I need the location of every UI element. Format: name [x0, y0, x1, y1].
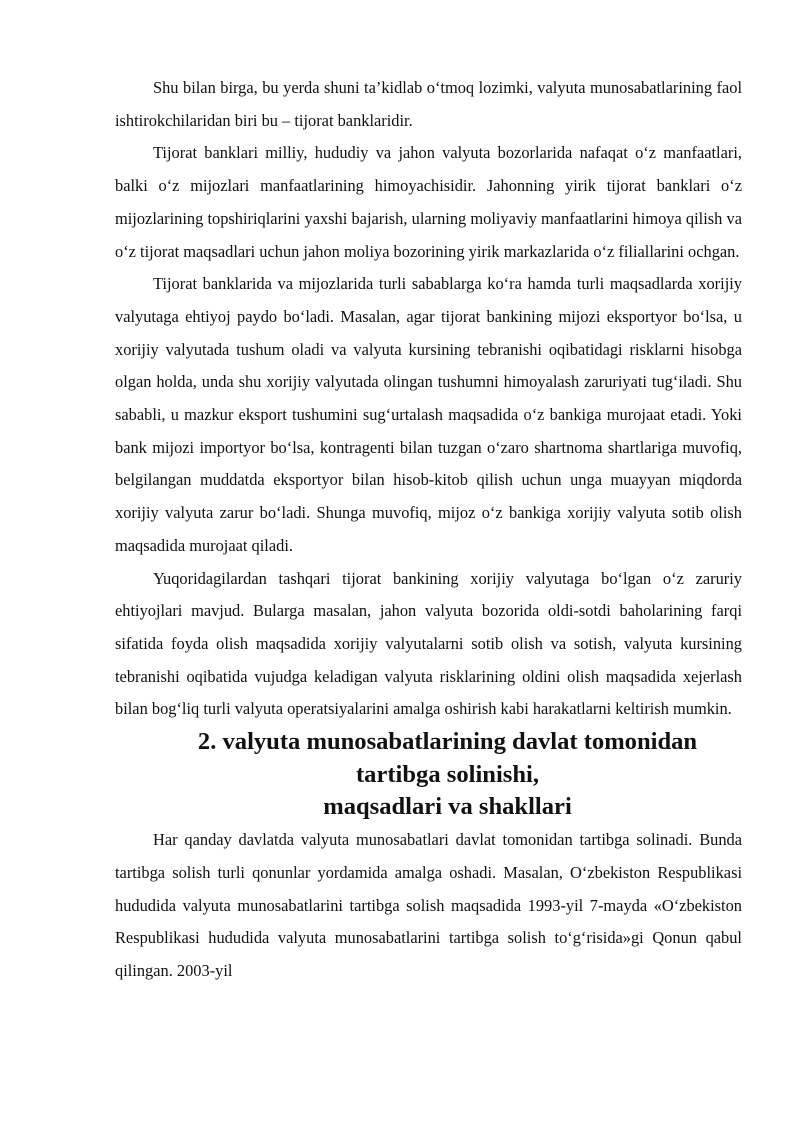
paragraph-banks-interests: Tijorat banklari milliy, hududiy va jahon valyuta bozorlarida nafaqat o‘z manfaatlari, balki o‘z mijozlari manfaatlarining himoyachisidir. Jahonning yirik tijorat banklari o‘z mijozlarining topshiriqlarini yaxshi bajarish, ularning moliyaviy manfaatlarini himoya qilish va o‘z tijorat maqsadlari uchun jahon moliya bozorining yirik markazlarida o‘z filiallarini ochgan. — [115, 143, 742, 261]
document-page — [115, 72, 742, 988]
paragraph-state-regulation: Har qanday davlatda valyuta munosabatlari davlat tomonidan tartibga solinadi. Bunda tartibga solish turli qonunlar yordamida amalga oshadi. Masalan, O‘zbekiston Respublikasi hududida valyuta munosabatlarini tartibga solish maqsadida 1993-yil 7-mayda «O‘zbekiston Respublikasi hududida valyuta munosabatlarini tartibga solish to‘g‘risida»gi Qonun qabul qilingan. 2003-yil — [115, 830, 742, 980]
paragraph-currency-needs: Tijorat banklarida va mijozlarida turli sabablarga ko‘ra hamda turli maqsadlarda xorijiy valyutaga ehtiyoj paydo bo‘ladi. Masalan, agar tijorat bankining mijozi eksportyor bo‘lsa, u xorijiy valyutada tushum oladi va valyuta kursining tebranishi oqibatidagi risklarni hisobga olgan holda, unda shu xorijiy valyutada olingan tushumni himoyalash zaruriyati tug‘iladi. Shu sababli, u mazkur eksport tushumini sug‘urtalash maqsadida o‘z bankiga murojaat etadi. Yoki bank mijozi importyor bo‘lsa, kontragenti bilan tuzgan o‘zaro shartnoma shartlariga muvofiq, belgilangan muddatda eksportyor bilan hisob-kitob qilish uchun unga muayyan miqdorda xorijiy valyuta zarur bo‘ladi. Shunga muvofiq, mijoz o‘z bankiga xorijiy valyuta sotib olish maqsadida murojaat qiladi. — [115, 274, 742, 555]
paragraph-bank-own-needs: Yuqoridagilardan tashqari tijorat bankining xorijiy valyutaga bo‘lgan o‘z zaruriy ehtiyojlari mavjud. Bularga masalan, jahon valyuta bozorida oldi-sotdi baholarining farqi sifatida foyda olish maqsadida xorijiy valyutalarni sotib olish va sotish, valyuta kursining tebranishi oqibatida vujudga keladigan valyuta risklarining oldini olish maqsadida xejerlash bilan bog‘liq turli valyuta operatsiyalarini amalga oshirish kabi harakatlarni keltirish mumkin. — [115, 568, 742, 719]
section-heading — [115, 726, 742, 824]
paragraph-commercial-banks-intro: Shu bilan birga, bu yerda shuni ta’kidlab o‘tmoq lozimki, valyuta munosabatlarining faol ishtirokchilaridan biri bu – tijorat banklaridir. — [115, 78, 742, 130]
section-heading-line-2: maqsadlari va shakllari — [323, 793, 572, 821]
section-heading-line-1: 2. valyuta munosabatlarining davlat tomonidan tartibga solinishi, — [197, 728, 698, 788]
